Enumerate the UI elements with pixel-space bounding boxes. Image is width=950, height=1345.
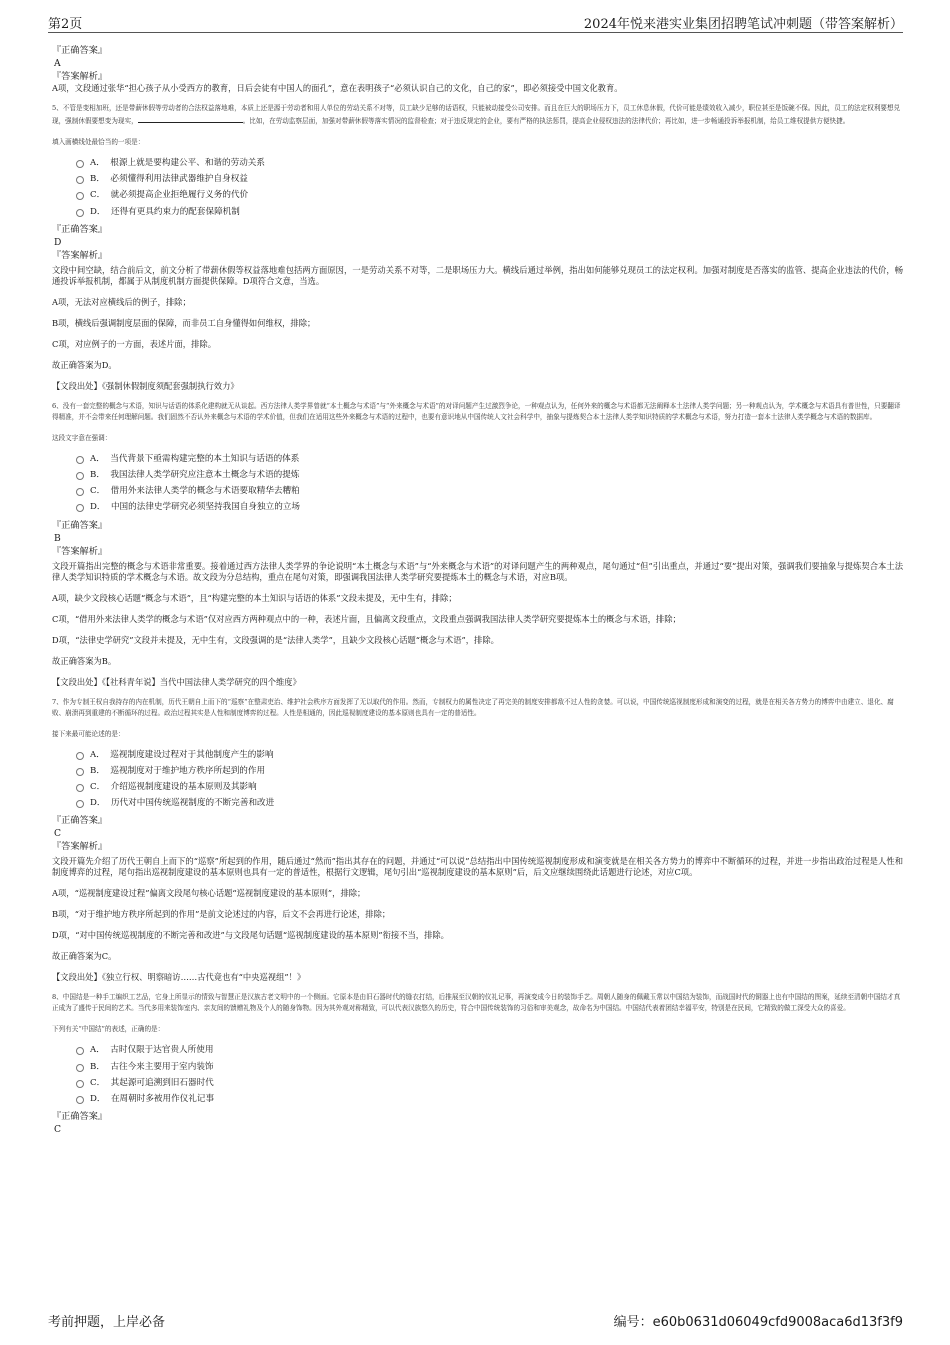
option-text: 根源上就是要构建公平、和谐的劳动关系 (110, 158, 265, 168)
option-text: 当代背景下亟需构建完整的本土知识与话语的体系 (110, 453, 300, 464)
option-text: 必须懂得利用法律武器维护自身权益 (110, 174, 248, 185)
document-body (52, 44, 903, 1136)
option-letter: B． (90, 174, 105, 185)
radio-icon[interactable] (76, 1064, 84, 1072)
option-text: 还得有更具约束力的配套保障机制 (110, 206, 240, 217)
passage-source: 【文段出处】《独立行权、明察暗访……古代竟也有“中央巡视组”！》 (52, 972, 306, 983)
answer-value: B (54, 532, 61, 544)
fill-blank (138, 114, 243, 123)
analysis-note: C项，对应例子的一方面，表述片面，排除。 (52, 338, 216, 349)
question-prompt: 这段文字意在强调： (52, 433, 112, 442)
option-b[interactable] (52, 467, 903, 483)
option-letter: D． (90, 1094, 106, 1105)
question-stem (52, 103, 903, 127)
option-text: 中国的法律史学研究必须坚持我国自身独立的立场 (110, 502, 301, 513)
analysis-label: 『答案解析』 (52, 545, 108, 557)
option-letter: C． (90, 1077, 106, 1088)
answer-value: A (54, 58, 61, 69)
option-text: 历代对中国传统巡视制度的不断完善和改进 (110, 798, 275, 809)
option-letter: A． (90, 158, 105, 168)
question-stem: 6、没有一套完整的概念与术语，知识与话语的体系化建构就无从谈起。西方法律人类学界曾就“本土概念与术语”与“外来概念与术语”的对译问题产生过激烈争论，一种观点认为，任何外来的概念与术语都无法阐释本土法律人类学问题；另一种观点认为，学术概念与术语具有普世性，只要翻译得精准，并不会带来任何理解问题。我们固然不否认外来概念与术语的学术价值，但我们在适用这些外来概念与术语的过程中，也要有意识地从中国传统人文社会科学中，抽象与提炼契合本土法律人类学知识特质的学术概念与术语，努力打造一套本土法律人类学概念与术语的数据库。 (52, 401, 901, 421)
option-letter: D． (90, 798, 106, 809)
analysis-note: A项，“巡视制度建设过程”偏离文段尾句核心话题“巡视制度建设的基本原则”，排除； (52, 888, 366, 899)
radio-icon[interactable] (76, 160, 84, 168)
question-stem: 8、中国结是一种手工编织工艺品，它身上所显示的情致与智慧正是汉族古老文明中的一个侧面。它原本是由旧石器时代的缝衣打结，后推展至汉朝的仪礼记事，再演变成今日的装饰手艺。周朝人随身的佩戴玉常以中国结为装饰，而战国时代的铜器上也有中国结的图案，延续至清朝中国结才真正成为了盛传于民间的艺术。当代多用来装饰室内、亲友间的馈赠礼物及个人的随身饰物。因为其外观对称精致，可以代表汉族悠久的历史，符合中国传统装饰的习俗和审美观念，故命名为中国结。中国结代表着团结幸福平安，特别是在民间，它精致的做工深受大众的喜爱。 (52, 993, 901, 1013)
option-b[interactable] (52, 171, 903, 187)
option-text: 介绍巡视制度建设的基本原则及其影响 (110, 782, 257, 793)
question-stem: 7、作为专制王权自我持存的内在机制，历代王朝自上而下的“巡察”在整肃吏治、维护社会秩序方面发挥了无以取代的作用。然而，专制权力的属性决定了再完美的制度安排都敌不过人性的贪婪。可以说，中国传统巡视制度形成和演变的过程，就是在相关各方势力的博弈中由建立、退化、腐败、崩溃再到重建的不断循环的过程。政治过程其实是人性和制度博弈的过程。人性是相通的，因此巡视制度建设的基本原则也具有一定的普适性。 (52, 697, 894, 717)
question-7 (52, 697, 903, 984)
page-header (48, 10, 903, 33)
analysis-label: 『答案解析』 (52, 249, 108, 261)
passage-source: 【文段出处】《【社科青年说】当代中国法律人类学研究的四个维度》 (52, 676, 301, 687)
analysis-note: A项，缺少文段核心话题“概念与术语”，且“构建完整的本土知识与话语的体系”文段未提及，无中生有，排除； (52, 592, 457, 603)
option-d[interactable] (52, 499, 903, 515)
radio-icon[interactable] (76, 209, 84, 217)
stem-part-1: 5、不管是变相加班，还是带薪休假等劳动者的合法权益落地难，本质上还是源于劳动者和用人单位的劳动关系不对等，员工缺少足够的话语权，只能被动接受公司安排。而且在巨大的职场压力下，员工休息休假，代价可能是绩效收入减少，职位甚至是饭碗不保。因此，员工的法定权利要想兑现，强制休假要想变为现实， (52, 104, 901, 125)
analysis-note: A项，无法对应横线后的例子，排除； (52, 296, 191, 307)
analysis-note: C项，“借用外来法律人类学的概念与术语”仅对应西方两种观点中的一种，表述片面，且偏离文段重点，文段重点强调我国法律人类学研究要提炼本土的概念与术语，排除； (52, 613, 681, 624)
option-a[interactable] (52, 451, 903, 467)
option-text: 就必须提高企业拒绝履行义务的代价 (110, 190, 249, 201)
analysis-label: 『答案解析』 (52, 71, 108, 82)
option-letter: A． (90, 1045, 105, 1056)
question-prompt: 接下来最可能论述的是： (52, 729, 125, 738)
answer-label: 『正确答案』 (52, 223, 108, 235)
option-text: 借用外来法律人类学的概念与术语要取精华去糟粕 (110, 486, 300, 497)
analysis-conclusion: 故正确答案为D。 (52, 359, 117, 370)
analysis-text: 文段开篇指出完整的概念与术语非常重要。接着通过西方法律人类学界的争论说明“本土概念与术语”与“外来概念与术语”的对译问题产生的两种观点，尾句通过“但”引出重点，并通过“要”提出对策，强调我们要抽象与提炼契合本土法律人类学知识特质的学术概念与术语。故文段为分总结构，重点在尾句对策，即强调我国法律人类学研究要提炼本土的概念与术语，对应B项。 (52, 560, 903, 582)
option-d[interactable] (52, 795, 903, 811)
option-list (52, 451, 903, 516)
option-text: 其起源可追溯到旧石器时代 (110, 1077, 214, 1088)
option-d[interactable] (52, 204, 903, 220)
option-letter: B． (90, 1061, 105, 1072)
analysis-text: 文段开篇先介绍了历代王朝自上而下的“巡察”所起到的作用，随后通过“然而”指出其存在的问题，并通过“可以说”总结指出中国传统巡视制度形成和演变就是在相关各方势力的博弈中不断循环的过程，并进一步指出政治过程是人性和制度博弈的过程，尾句指出巡视制度建设的基本原则也具有一定的普适性，根据行文逻辑，尾句引出“巡视制度建设的基本原则”后，后文应继续围绕此话题进行论述，对应C项。 (52, 856, 903, 878)
option-c[interactable] (52, 779, 903, 795)
answer-value: C (54, 828, 62, 840)
option-a[interactable] (52, 1042, 903, 1058)
answer-label: 『正确答案』 (52, 519, 108, 531)
analysis-conclusion: 故正确答案为B。 (52, 655, 117, 666)
radio-icon[interactable] (76, 1080, 84, 1088)
option-letter: C． (90, 486, 106, 497)
option-text: 在周朝时多被用作仪礼记事 (110, 1094, 215, 1105)
analysis-note: B项，“对于维护地方秩序所起到的作用”是前文论述过的内容，后文不会再进行论述，排除； (52, 909, 391, 920)
question-5 (52, 103, 903, 392)
option-letter: A． (90, 749, 105, 760)
answer-value: C (54, 1124, 62, 1136)
option-letter: D． (90, 502, 106, 513)
question-4 (52, 44, 903, 94)
option-text: 古往今来主要用于室内装饰 (110, 1061, 214, 1072)
analysis-label: 『答案解析』 (52, 841, 108, 853)
option-d[interactable] (52, 1091, 903, 1107)
footer-slogan: 考前押题，上岸必备 (48, 1315, 166, 1330)
passage-source: 【文段出处】《强制休假制度须配套强制执行效力》 (52, 380, 239, 391)
option-c[interactable] (52, 187, 903, 203)
analysis-conclusion: 故正确答案为C。 (52, 951, 117, 962)
option-c[interactable] (52, 483, 903, 499)
option-letter: C． (90, 782, 106, 793)
option-b[interactable] (52, 763, 903, 779)
radio-icon[interactable] (76, 784, 84, 792)
option-text: 我国法律人类学研究应注意本土概念与术语的提炼 (110, 470, 300, 481)
analysis-note: B项，横线后强调制度层面的保障，而非员工自身懂得如何维权，排除； (52, 317, 316, 328)
option-list (52, 1042, 903, 1107)
question-8 (52, 992, 903, 1136)
page-number: 第2页 (48, 17, 83, 32)
analysis-text: 文段中间空缺，结合前后文，前文分析了带薪休假等权益落地难包括两方面原因，一是劳动关系不对等，二是职场压力大。横线后通过举例，指出如何能够兑现员工的法定权利。加强对制度是否落实的监管、提高企业违法的代价，畅通投诉举报机制，都属于从制度机制方面提供保障。D项符合文意，当选。 (52, 264, 903, 286)
option-a[interactable] (52, 747, 903, 763)
radio-icon[interactable] (76, 768, 84, 776)
answer-label: 『正确答案』 (52, 815, 108, 827)
option-c[interactable] (52, 1075, 903, 1091)
option-text: 巡视制度对于维护地方秩序所起到的作用 (110, 765, 266, 776)
document-title: 2024年悦来港实业集团招聘笔试冲刺题（带答案解析） (583, 17, 903, 32)
analysis-note: D项，“对中国传统巡视制度的不断完善和改进”与文段尾句话题“巡视制度建设的基本原则”衔接不当，排除。 (52, 930, 449, 941)
option-list (52, 747, 903, 812)
radio-icon[interactable] (76, 472, 84, 480)
radio-icon[interactable] (76, 456, 84, 464)
question-prompt: 填入画横线处最恰当的一项是： (52, 138, 145, 146)
option-letter: B． (90, 470, 105, 481)
option-b[interactable] (52, 1059, 903, 1075)
option-letter: D． (90, 206, 106, 217)
answer-label: 『正确答案』 (52, 45, 108, 56)
option-letter: B． (90, 765, 105, 776)
stem-part-2: 。比如，在劳动监察层面，加强对带薪休假等落实情况的监督检查；对于违反规定的企业，要有严格的执法惩罚，提高企业侵权违法的法律代价；再比如，进一步畅通投诉举报机制，给员工维权提供方便快捷。 (242, 117, 850, 125)
option-text: 古时仅限于达官贵人所使用 (110, 1045, 214, 1056)
question-6 (52, 401, 903, 688)
option-list (52, 155, 903, 220)
option-letter: C． (90, 190, 106, 201)
document-code: 编号：e60b0631d06049cfd9008aca6d13f3f9 (613, 1315, 903, 1330)
radio-icon[interactable] (76, 752, 84, 760)
answer-label: 『正确答案』 (52, 1111, 108, 1123)
option-text: 巡视制度建设过程对于其他制度产生的影响 (110, 749, 274, 760)
question-prompt: 下列有关“中国结”的表述，正确的是： (52, 1025, 165, 1034)
analysis-note: D项，“法律史学研究”文段并未提及，无中生有，文段强调的是“法律人类学”，且缺少文段核心话题“概念与术语”，排除。 (52, 634, 499, 645)
option-a[interactable] (52, 155, 903, 171)
option-letter: A． (90, 453, 105, 464)
analysis-text: A项，文段通过张华“担心孩子从小受西方的教育，日后会徒有中国人的面孔”，意在表明孩子“必须认识自己的文化，自己的家”，即必须接受中国文化教育。 (52, 83, 623, 93)
radio-icon[interactable] (76, 1096, 84, 1104)
answer-value: D (54, 236, 62, 248)
